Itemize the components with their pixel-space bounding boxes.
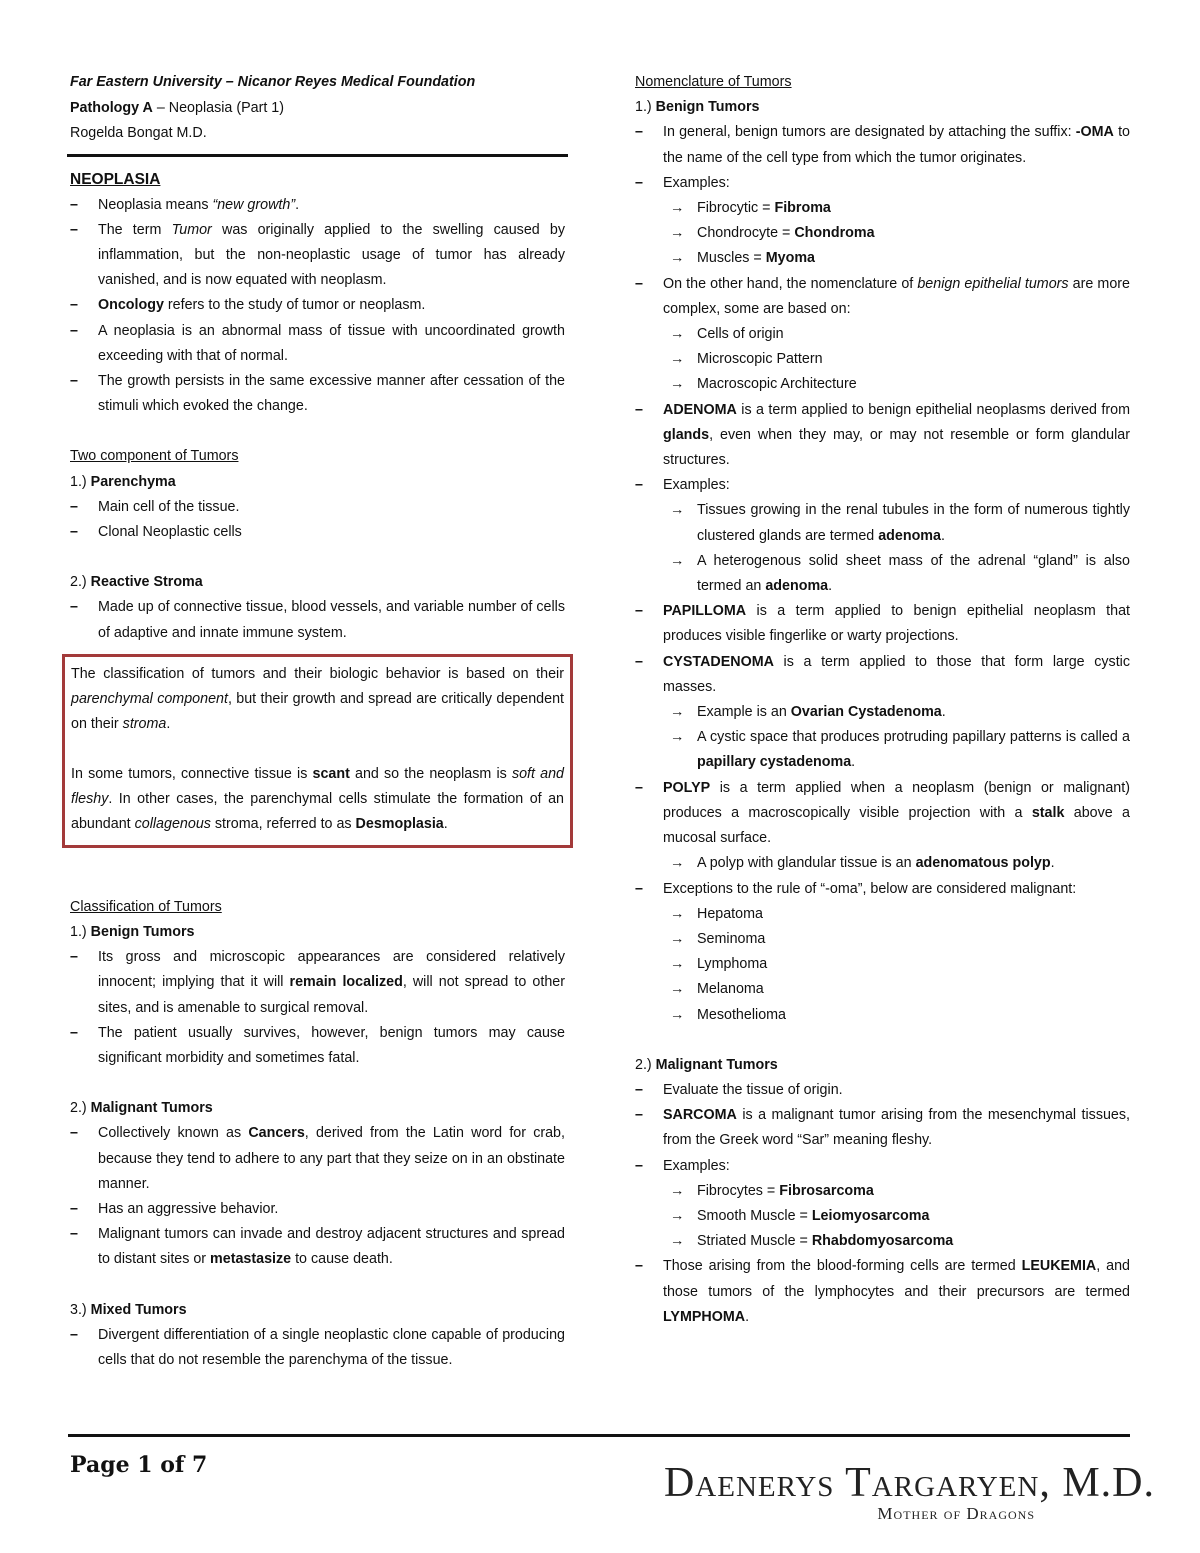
list-item: – PAPILLOMA is a term applied to benign epithelial neoplasm that produces visible fingerlike or warty projections. [635,603,1130,645]
sub-item: → Lymphoma [670,956,768,973]
signature-logo [664,1462,1155,1524]
sub-item: → Microscopic Pattern [670,351,823,368]
list-item: – CYSTADENOMA is a term applied to those that form large cystic masses. [635,653,1130,695]
subheading-benign: 1.) Benign Tumors [70,923,195,940]
page-number: Page 1 of 7 [70,1452,208,1478]
left-column [70,70,565,1373]
list-item: – POLYP is a term applied when a neoplasm (benign or malignant) produces a macroscopically visible projection with a stalk above a mucosal surface. [635,779,1130,847]
sub-item: → Smooth Muscle = Leiomyosarcoma [670,1207,930,1224]
sub-item: → Mesothelioma [670,1006,786,1023]
list-item: – The growth persists in the same excessive manner after cessation of the stimuli which evoked the change. [70,372,565,415]
list-item: – ADENOMA is a term applied to benign epithelial neoplasms derived from glands, even when they may, or may not resemble or form glandular structures. [635,401,1130,469]
list-item: – A neoplasia is an abnormal mass of tissue with uncoordinated growth exceeding with that of normal. [70,322,565,364]
list-item: – SARCOMA is a malignant tumor arising from the mesenchymal tissues, from the Greek word “Sar” meaning fleshy. [635,1107,1130,1149]
sub-item: → Tissues growing in the renal tubules in the form of numerous tightly clustered glands are termed adenoma. [670,502,1130,544]
header-divider [67,154,568,157]
sub-item: → Macroscopic Architecture [670,376,857,393]
list-item: – Malignant tumors can invade and destroy adjacent structures and spread to distant sites or metastasize to cause death. [70,1226,565,1268]
right-column [635,70,1130,1330]
list-item: – Divergent differentiation of a single neoplastic clone capable of producing cells that do not resemble the parenchyma of the tissue. [70,1326,565,1368]
sub-item: → Striated Muscle = Rhabdomyosarcoma [670,1233,954,1250]
list-item: – Clonal Neoplastic cells [70,523,242,540]
sub-item: → Hepatoma [670,905,763,922]
list-item: – Neoplasia means “new growth”. [70,196,300,213]
sub-item: → Cells of origin [670,326,784,343]
list-item: – Oncology refers to the study of tumor or neoplasm. [70,297,426,314]
list-item: – Main cell of the tissue. [70,498,240,515]
sub-item: → Melanoma [670,981,764,998]
callout-paragraph: In some tumors, connective tissue is scant and so the neoplasm is soft and fleshy. In other cases, the parenchymal cells stimulate the formation of an abundant collagenous stroma, referred to as Desmoplasia. [71,765,565,832]
callout-box [62,654,573,848]
sub-item: → Example is an Ovarian Cystadenoma. [670,704,946,721]
section-title-classification: Classification of Tumors [70,898,222,915]
list-item: – The patient usually survives, however, benign tumors may cause significant morbidity and sometimes fatal. [70,1024,565,1066]
author: Rogelda Bongat M.D. [70,125,207,141]
callout-paragraph: The classification of tumors and their biologic behavior is based on their parenchymal component, but their growth and spread are critically dependent on their stroma. [71,665,565,732]
list-item: – Its gross and microscopic appearances are considered relatively innocent; implying that it will remain localized, will not spread to other sites, and is amenable to surgical removal. [70,949,565,1016]
signature-name: Daenerys Targaryen, M.D. [663,1460,1155,1506]
section-title-neoplasia: NEOPLASIA [70,170,161,188]
sub-item: → Muscles = Myoma [670,250,815,267]
subheading-mixed: 3.) Mixed Tumors [70,1301,187,1318]
list-item: – Collectively known as Cancers, derived from the Latin word for crab, because they tend to adhere to any part that they seize on in an obstinate manner. [70,1125,565,1192]
sub-item: → A polyp with glandular tissue is an adenomatous polyp. [670,855,1055,872]
sub-item: → Chondrocyte = Chondroma [670,225,875,242]
footer-divider [68,1434,1130,1437]
list-item: – Made up of connective tissue, blood vessels, and variable number of cells of adaptive and innate immune system. [70,599,565,641]
sub-item: → A cystic space that produces protruding papillary patterns is called a papillary cystadenoma. [670,729,1130,771]
section-title-components: Two component of Tumors [70,448,239,465]
list-item: – Those arising from the blood-forming cells are termed LEUKEMIA, and those tumors of the lymphocytes and their precursors are termed LYMPHOMA. [635,1258,1130,1325]
sub-item: → Fibrocytes = Fibrosarcoma [670,1182,874,1199]
course-title: Pathology A – Neoplasia (Part 1) [70,99,284,116]
subheading-benign: 1.) Benign Tumors [635,99,760,116]
sub-item: → Fibrocytic = Fibroma [670,200,831,217]
list-item: – Has an aggressive behavior. [70,1200,279,1217]
subheading-parenchyma: 1.) Parenchyma [70,473,176,490]
university-name: Far Eastern University – Nicanor Reyes Medical Foundation [70,74,476,90]
list-item: – Exceptions to the rule of “-oma”, below are considered malignant: [635,880,1077,897]
section-title-nomenclature: Nomenclature of Tumors [635,74,792,90]
list-item: – The term Tumor was originally applied to the swelling caused by inflammation, but the non-neoplastic usage of tumor has already vanished, and is now equated with neoplasm. [70,221,565,289]
sub-item: → A heterogenous solid sheet mass of the adrenal “gland” is also termed an adenoma. [670,552,1130,595]
list-item: – Examples: [635,1157,730,1174]
list-item: – Evaluate the tissue of origin. [635,1081,843,1098]
signature-subtitle: Mother of Dragons [877,1504,1035,1523]
list-item: – Examples: [635,174,730,191]
subheading-malignant: 2.) Malignant Tumors [635,1056,778,1073]
list-item: – On the other hand, the nomenclature of benign epithelial tumors are more complex, some are based on: [635,275,1130,317]
subheading-stroma: 2.) Reactive Stroma [70,574,203,591]
subheading-malignant: 2.) Malignant Tumors [70,1100,213,1117]
list-item: – Examples: [635,477,730,494]
sub-item: → Seminoma [670,930,766,947]
list-item: – In general, benign tumors are designated by attaching the suffix: -OMA to the name of the cell type from which the tumor originates. [635,124,1130,166]
